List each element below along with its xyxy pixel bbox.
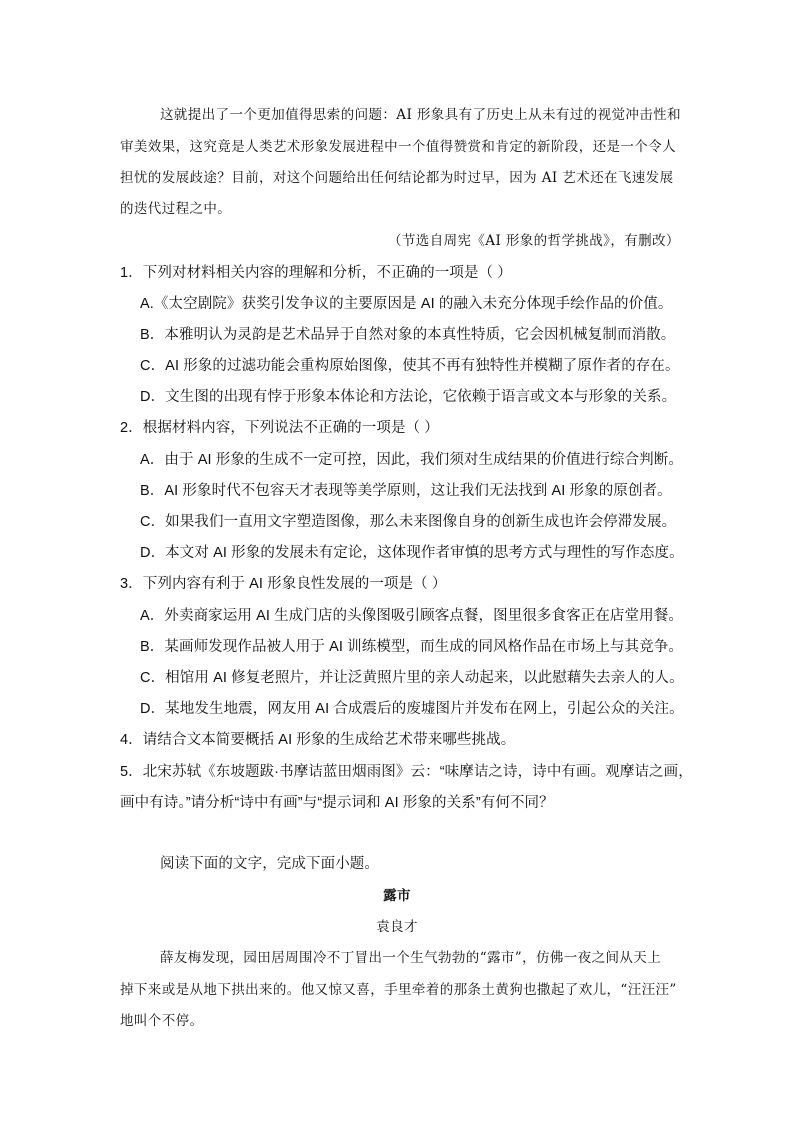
question-1-option-a: A.《太空剧院》获奖引发争议的主要原因是 AI 的融入未充分体现手绘作品的价值。 <box>140 296 673 312</box>
question-2-stem: 2．根据材料内容，下列说法不正确的一项是（ ） <box>120 420 439 436</box>
passage-line-3: 担忧的发展歧途？目前，对这个问题给出任何结论都为时过早，因为 AI 艺术还在飞速发展 <box>120 170 674 186</box>
passage-source: （节选自周宪《AI 形象的哲学挑战》，有删改） <box>388 233 680 249</box>
question-1-option-c: C．AI 形象的过滤功能会重构原始图像，使其不再有独特性并模糊了原作者的存在。 <box>140 358 680 374</box>
question-1-stem: 1．下列对材料相关内容的理解和分析，不正确的一项是（ ） <box>120 265 512 281</box>
story-line-1: 薛友梅发现，园田居周围冷不丁冒出一个生气勃勃的“露市”，仿佛一夜之间从天上 <box>160 950 662 966</box>
question-5-line-1: 5．北宋苏轼《东坡题跋·书摩诘蓝田烟雨图》云：“味摩诘之诗，诗中有画。观摩诘之画， <box>120 764 693 780</box>
question-3-stem: 3．下列内容有利于 AI 形象良性发展的一项是（ ） <box>120 576 447 592</box>
question-3-option-d: D．某地发生地震，网友用 AI 合成震后的废墟图片并发布在网上，引起公众的关注。 <box>140 701 684 717</box>
question-2-option-d: D．本文对 AI 形象的发展未有定论，这体现作者审慎的思考方式与理性的写作态度。 <box>140 545 684 561</box>
question-2-option-a: A．由于 AI 形象的生成不一定可控，因此，我们须对生成结果的价值进行综合判断。 <box>140 452 683 468</box>
question-3-option-c: C．相馆用 AI 修复老照片，并让泛黄照片里的亲人动起来，以此慰藉失去亲人的人。 <box>140 670 684 686</box>
question-4: 4．请结合文本简要概括 AI 形象的生成给艺术带来哪些挑战。 <box>120 732 516 748</box>
passage-line-4: 的迭代过程之中。 <box>120 201 232 217</box>
question-3-option-a: A．外卖商家运用 AI 生成门店的头像图吸引顾客点餐，图里很多食客正在店堂用餐。 <box>140 608 683 624</box>
question-3-option-b: B．某画师发现作品被人用于 AI 训练模型，而生成的同风格作品在市场上与其竞争。 <box>140 639 683 655</box>
question-1-option-b: B．本雅明认为灵韵是艺术品异于自然对象的本真性特质，它会因机械复制而消散。 <box>140 327 676 343</box>
passage-line-2: 审美效果，这究竟是人类艺术形象发展进程中一个值得赞赏和肯定的新阶段，还是一个令人 <box>120 139 676 155</box>
story-author: 袁良才 <box>376 919 418 935</box>
question-1-option-d: D．文生图的出现有悖于形象本体论和方法论，它依赖于语言或文本与形象的关系。 <box>140 389 677 405</box>
passage-line-1: 这就提出了一个更加值得思索的问题：AI 形象具有了历史上从未有过的视觉冲击性和 <box>160 107 681 123</box>
question-2-option-c: C．如果我们一直用文字塑造图像，那么未来图像自身的创新生成也许会停滞发展。 <box>140 514 677 530</box>
story-line-2: 掉下来或是从地下拱出来的。他又惊又喜，手里牵着的那条土黄狗也撒起了欢儿，“汪汪汪” <box>120 982 677 998</box>
story-line-3: 地叫个不停。 <box>120 1013 204 1029</box>
story-title: 露市 <box>383 888 411 904</box>
question-5-line-2: 画中有诗。”请分析“诗中有画”与“提示词和 AI 形象的关系”有何不同？ <box>120 795 554 811</box>
question-2-option-b: B．AI 形象时代不包容天才表现等美学原则，这让我们无法找到 AI 形象的原创者。 <box>140 483 672 499</box>
reading-instruction: 阅读下面的文字，完成下面小题。 <box>160 856 379 872</box>
